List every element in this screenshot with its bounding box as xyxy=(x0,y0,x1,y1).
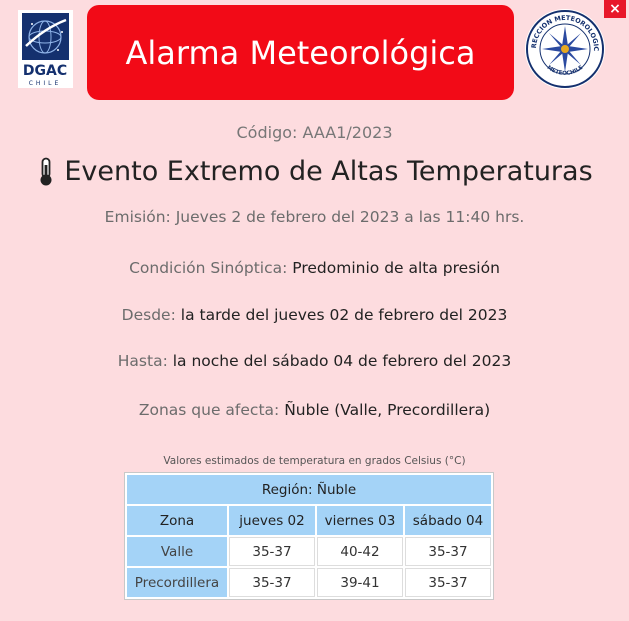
column-header: viernes 03 xyxy=(317,506,403,535)
table-header-row xyxy=(127,506,491,535)
close-button[interactable]: × xyxy=(604,0,626,18)
column-header: Zona xyxy=(127,506,227,535)
from-value: la tarde del jueves 02 de febrero del 2023 xyxy=(180,306,508,324)
dgac-logo xyxy=(18,10,73,88)
alert-banner xyxy=(87,5,514,100)
condition-value: Predominio de alta presión xyxy=(292,259,500,277)
region-header: Región: Ñuble xyxy=(127,475,491,504)
value-cell: 35-37 xyxy=(405,568,491,597)
zone-cell: Valle xyxy=(127,537,227,566)
emission-value: Jueves 2 de febrero del 2023 a las 11:40 hrs. xyxy=(175,208,525,226)
value-cell: 35-37 xyxy=(229,537,315,566)
seal-top-text: RECCION METEOROLOGIC xyxy=(529,13,601,52)
event-title-text: Evento Extremo de Altas Temperaturas xyxy=(64,156,593,187)
from-label: Desde: xyxy=(121,306,176,324)
value-cell: 35-37 xyxy=(405,537,491,566)
zone-cell: Precordillera xyxy=(127,568,227,597)
from-line xyxy=(0,306,629,324)
value-cell: 39-41 xyxy=(317,568,403,597)
zones-value: Ñuble (Valle, Precordillera) xyxy=(284,401,491,419)
table-row xyxy=(127,537,491,566)
until-label: Hasta: xyxy=(117,352,168,370)
alert-code: Código: AAA1/2023 xyxy=(236,123,393,142)
condition-line xyxy=(0,259,629,277)
table-region-row xyxy=(127,475,491,504)
emission-line xyxy=(0,208,629,226)
until-value: la noche del sábado 04 de febrero del 2023 xyxy=(172,352,512,370)
temperature-table xyxy=(124,472,494,600)
dgac-text: DGAC xyxy=(22,63,68,79)
column-header: jueves 02 xyxy=(229,506,315,535)
table-row xyxy=(127,568,491,597)
seal-bottom-text: METEOCHILE xyxy=(545,64,585,77)
condition-label: Condición Sinóptica: xyxy=(129,259,288,277)
value-cell: 35-37 xyxy=(229,568,315,597)
until-line xyxy=(0,352,629,370)
table-caption: Valores estimados de temperatura en grados Celsius (°C) xyxy=(163,455,466,467)
value-cell: 40-42 xyxy=(317,537,403,566)
meteochile-seal-icon xyxy=(524,8,606,90)
page-title: Alarma Meteorológica xyxy=(125,33,476,72)
column-header: sábado 04 xyxy=(405,506,491,535)
thermometer-icon xyxy=(36,157,56,187)
event-title xyxy=(0,156,629,187)
zones-line xyxy=(0,401,629,419)
zones-label: Zonas que afecta: xyxy=(138,401,280,419)
emission-label: Emisión: xyxy=(104,208,171,226)
dgac-subtext: CHILE xyxy=(28,80,62,87)
